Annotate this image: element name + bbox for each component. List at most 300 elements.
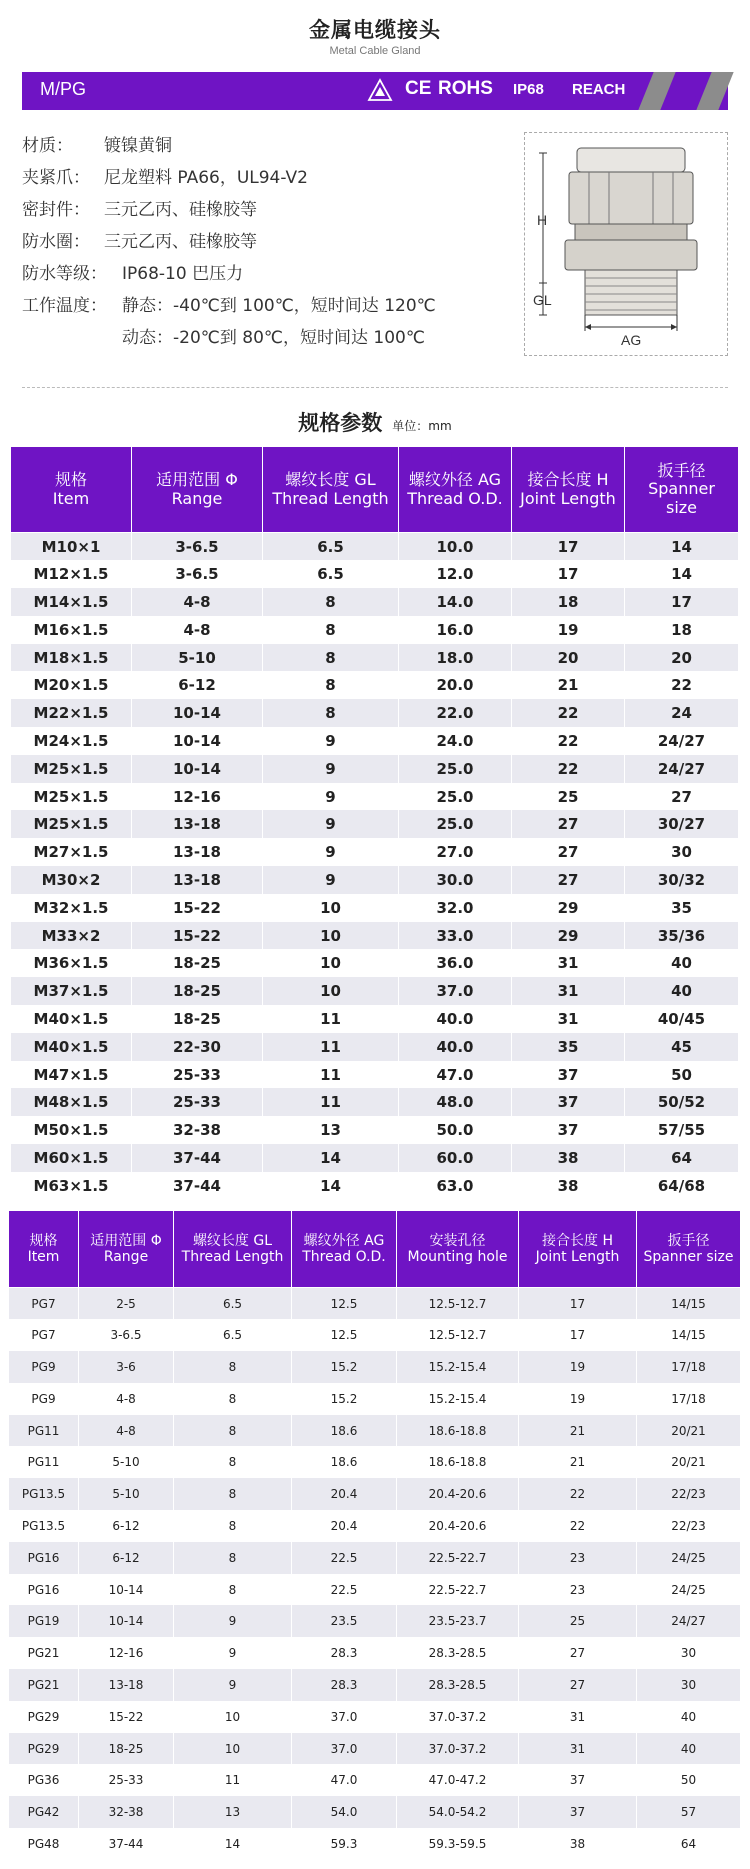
table-cell: 30/32 [625,866,739,894]
table-cell: 10-14 [132,755,263,783]
table-row [11,699,739,727]
table-cell: 37 [519,1764,637,1796]
column-header-line: Joint Length [535,1249,620,1265]
section-divider [22,387,728,388]
table-cell: M27×1.5 [11,838,132,866]
table-cell: 18-25 [132,977,263,1005]
table-cell: M40×1.5 [11,1005,132,1033]
table-cell: 4-8 [132,588,263,616]
material-key: 防水等级： [22,264,107,284]
table-cell: 20.4 [292,1510,397,1542]
table-cell: 27 [512,810,625,838]
table-cell: 6.5 [174,1319,292,1351]
material-key: 密封件： [22,200,90,220]
table-cell: PG21 [9,1669,79,1701]
column-header [263,447,399,533]
table-cell: 57 [637,1796,741,1828]
column-header-line: Mounting hole [407,1249,508,1265]
column-header-line: 适用范围 Φ [90,1232,162,1249]
table-cell: 22 [519,1478,637,1510]
table-cell: 11 [263,1005,399,1033]
table-cell: 22 [512,699,625,727]
table-cell: 10-14 [79,1605,174,1637]
dimension-ag-label: AG [621,332,642,348]
table-cell: 13-18 [79,1669,174,1701]
table-cell: 31 [512,949,625,977]
table-row [9,1478,741,1510]
table-cell: 10-14 [79,1574,174,1606]
table-cell: 27.0 [399,838,512,866]
table-cell: 22/23 [637,1510,741,1542]
product-banner [22,72,728,110]
table-row [11,810,739,838]
table-cell: 22 [512,755,625,783]
table-cell: 37.0-37.2 [397,1733,519,1765]
spec-title-text: 规格参数 [298,411,383,435]
material-value: 动态：-20℃到 80℃，短时间达 100℃ [122,328,425,348]
column-header-line: 适用范围 Φ [156,470,238,490]
table-cell: 18-25 [132,949,263,977]
table-cell: 25-33 [132,1088,263,1116]
table-cell: 28.3 [292,1669,397,1701]
table-cell: 50 [637,1764,741,1796]
table-cell: M37×1.5 [11,977,132,1005]
table-cell: 37.0 [292,1701,397,1733]
material-row [22,322,436,354]
table-cell: 15.2-15.4 [397,1383,519,1415]
table-cell: 15.2-15.4 [397,1351,519,1383]
table-cell: 20.0 [399,671,512,699]
table-cell: 22 [519,1510,637,1542]
table-row [9,1637,741,1669]
table-cell: M25×1.5 [11,810,132,838]
table-cell: 15.2 [292,1383,397,1415]
metric-spec-table [10,446,739,1200]
table-cell: 10-14 [132,699,263,727]
table-cell: PG11 [9,1415,79,1447]
table-cell: 15-22 [132,894,263,922]
table-cell: 22-30 [132,1033,263,1061]
table-cell: 20.4-20.6 [397,1478,519,1510]
column-header [399,447,512,533]
page-subtitle: Metal Cable Gland [329,45,421,57]
column-header-line: 接合长度 H [527,470,609,490]
table-cell: 8 [263,644,399,672]
column-header-line: Item [27,1249,60,1265]
table-cell: 30 [637,1669,741,1701]
material-row [22,130,436,162]
table-cell: 8 [174,1542,292,1574]
table-cell: 64 [637,1828,741,1860]
table-cell: 36.0 [399,949,512,977]
table-cell: 54.0 [292,1796,397,1828]
table-cell: 32.0 [399,894,512,922]
table-row [9,1574,741,1606]
table-cell: 59.3 [292,1828,397,1860]
table-row [11,1116,739,1144]
table-cell: 30.0 [399,866,512,894]
column-header [519,1211,637,1288]
table-cell: 13 [174,1796,292,1828]
table-row [11,727,739,755]
table-cell: 18.6 [292,1446,397,1478]
table-row [11,1172,739,1200]
column-header-line: 螺纹外径 AG [408,470,502,490]
table_pg-header-row [9,1211,741,1288]
tuv-certification-icon [367,78,393,104]
table-cell: 28.3-28.5 [397,1669,519,1701]
table-cell: M24×1.5 [11,727,132,755]
table-row [11,922,739,950]
rohs-mark: ROHS [438,78,493,99]
table-row [9,1383,741,1415]
table-cell: 23 [519,1574,637,1606]
table-row [11,1144,739,1172]
table-cell: M30×2 [11,866,132,894]
table-cell: PG7 [9,1319,79,1351]
material-row [22,290,436,322]
table-cell: 23 [519,1542,637,1574]
table-cell: 10-14 [132,727,263,755]
table-cell: 28.3-28.5 [397,1637,519,1669]
table-cell: 37-44 [132,1172,263,1200]
column-header-line: 螺纹长度 GL [285,470,376,490]
table-cell: 20.4-20.6 [397,1510,519,1542]
column-header-line: 扳手径 [657,460,706,480]
spec-section-title [0,407,750,437]
table-cell: 27 [625,783,739,811]
table-cell: 25 [519,1605,637,1637]
table-cell: 38 [512,1144,625,1172]
table-cell: 18-25 [132,1005,263,1033]
table-cell: 3-6.5 [132,560,263,588]
table-cell: 14 [625,560,739,588]
table-cell: 9 [174,1605,292,1637]
table-cell: 8 [174,1383,292,1415]
table-row [11,671,739,699]
table-row [11,616,739,644]
table-cell: 14 [625,533,739,561]
table-cell: 8 [174,1574,292,1606]
table-cell: 28.3 [292,1637,397,1669]
table-cell: PG42 [9,1796,79,1828]
table-row [11,977,739,1005]
table-cell: 38 [519,1828,637,1860]
table-cell: 10 [174,1701,292,1733]
table-cell: 8 [174,1510,292,1542]
table-cell: 23.5-23.7 [397,1605,519,1637]
material-value: 镀镍黄铜 [104,136,172,156]
table-cell: 31 [519,1701,637,1733]
table-cell: 32-38 [79,1796,174,1828]
column-header-line: 规格 [29,1232,58,1249]
table-cell: 57/55 [625,1116,739,1144]
table-cell: 25-33 [79,1764,174,1796]
column-header [637,1211,741,1288]
column-header [79,1211,174,1288]
table-cell: 37.0 [399,977,512,1005]
table-row [11,588,739,616]
material-key: 防水圈： [22,232,90,252]
table-cell: 24 [625,699,739,727]
table-cell: M33×2 [11,922,132,950]
table-cell: 10 [263,949,399,977]
table-cell: 30/27 [625,810,739,838]
product-code: M/PG [40,79,87,99]
table-cell: 35 [512,1033,625,1061]
table-cell: M16×1.5 [11,616,132,644]
table-cell: M25×1.5 [11,755,132,783]
table-cell: 20/21 [637,1446,741,1478]
table-cell: 25.0 [399,810,512,838]
table-row [11,894,739,922]
table-cell: 4-8 [79,1383,174,1415]
table-cell: 14 [174,1828,292,1860]
material-row [22,226,436,258]
table-cell: 10 [263,977,399,1005]
table-cell: 3-6 [79,1351,174,1383]
table-cell: 12-16 [79,1637,174,1669]
table-cell: 22 [625,671,739,699]
table-cell: 8 [263,671,399,699]
table-cell: 4-8 [132,616,263,644]
table-cell: 18.6-18.8 [397,1446,519,1478]
column-header-line: 螺纹外径 AG [303,1232,385,1249]
material-value: 尼龙塑料 PA66，UL94-V2 [104,168,308,188]
table-row [9,1796,741,1828]
table-cell: 24/25 [637,1542,741,1574]
table-cell: M14×1.5 [11,588,132,616]
table-cell: 32-38 [132,1116,263,1144]
page-title: 金属电缆接头 [309,18,441,42]
table-cell: 14/15 [637,1319,741,1351]
table-cell: PG13.5 [9,1510,79,1542]
table-cell: PG29 [9,1733,79,1765]
table-cell: 31 [512,1005,625,1033]
table-row [11,533,739,561]
table-row [9,1701,741,1733]
table-cell: 8 [263,699,399,727]
table-row [11,1033,739,1061]
table-cell: M36×1.5 [11,949,132,977]
column-header [292,1211,397,1288]
table-cell: 24.0 [399,727,512,755]
table-cell: 64 [625,1144,739,1172]
material-value: 三元乙丙、硅橡胶等 [104,200,257,220]
table-cell: 64/68 [625,1172,739,1200]
table-row [11,1005,739,1033]
table-cell: 22.5 [292,1574,397,1606]
table-cell: 40 [637,1733,741,1765]
table-cell: 6.5 [174,1288,292,1320]
table-cell: M10×1 [11,533,132,561]
table-cell: 10 [263,922,399,950]
table-cell: 5-10 [79,1446,174,1478]
table-cell: 27 [512,838,625,866]
table_m-header-row [11,447,739,533]
table-cell: 37 [519,1796,637,1828]
table-cell: 29 [512,922,625,950]
table-cell: M22×1.5 [11,699,132,727]
column-header-line: size [665,497,698,517]
table-cell: M18×1.5 [11,644,132,672]
column-header-line: Thread Length [181,1249,284,1265]
table-cell: PG48 [9,1828,79,1860]
column-header-line: 规格 [54,470,87,490]
table-cell: 37.0 [292,1733,397,1765]
table-cell: 40/45 [625,1005,739,1033]
table-cell: 30 [625,838,739,866]
table-cell: 50/52 [625,1088,739,1116]
table-row [9,1319,741,1351]
table-cell: 12.5 [292,1319,397,1351]
table-cell: 15-22 [132,922,263,950]
table-cell: 18-25 [79,1733,174,1765]
table-cell: 20.4 [292,1478,397,1510]
table-cell: PG7 [9,1288,79,1320]
unit-label: 单位：mm [392,419,452,433]
gland-diagram [524,132,728,356]
table-cell: 25-33 [132,1061,263,1089]
material-row [22,194,436,226]
table-cell: 63.0 [399,1172,512,1200]
table-row [11,644,739,672]
table-cell: 18.6-18.8 [397,1415,519,1447]
column-header-line: Range [103,1249,149,1265]
table-cell: 12.0 [399,560,512,588]
table-cell: 13 [263,1116,399,1144]
table-cell: 18.6 [292,1415,397,1447]
table-cell: PG11 [9,1446,79,1478]
table-row [9,1828,741,1860]
table-row [9,1669,741,1701]
table-cell: 60.0 [399,1144,512,1172]
table-row [9,1415,741,1447]
table-cell: PG9 [9,1351,79,1383]
ip68-mark: IP68 [513,81,544,98]
table-cell: M25×1.5 [11,783,132,811]
table-cell: 8 [263,616,399,644]
table-row [11,1061,739,1089]
table-cell: 17/18 [637,1351,741,1383]
table-cell: M50×1.5 [11,1116,132,1144]
table-cell: 25.0 [399,755,512,783]
table-cell: 24/25 [637,1574,741,1606]
table-cell: PG16 [9,1542,79,1574]
table-cell: 17 [512,533,625,561]
table-cell: 9 [263,783,399,811]
table-cell: M63×1.5 [11,1172,132,1200]
table-cell: 11 [263,1033,399,1061]
table-cell: 29 [512,894,625,922]
table-cell: 48.0 [399,1088,512,1116]
table-cell: 21 [519,1446,637,1478]
table-cell: 37.0-37.2 [397,1701,519,1733]
table-cell: 17 [625,588,739,616]
table-cell: 6-12 [132,671,263,699]
table-cell: 54.0-54.2 [397,1796,519,1828]
table-cell: 8 [174,1351,292,1383]
table-cell: 22.0 [399,699,512,727]
table-cell: 13-18 [132,838,263,866]
table-cell: 24/27 [625,755,739,783]
table-cell: PG36 [9,1764,79,1796]
table-cell: 22/23 [637,1478,741,1510]
column-header-line: Range [171,488,223,508]
table-cell: 27 [519,1669,637,1701]
table-cell: 18 [512,588,625,616]
table-cell: 14/15 [637,1288,741,1320]
table-cell: 40 [625,949,739,977]
table-row [9,1288,741,1320]
table-cell: 40.0 [399,1033,512,1061]
material-row [22,162,436,194]
table-cell: 19 [519,1351,637,1383]
column-header [11,447,132,533]
table-cell: 50 [625,1061,739,1089]
table-cell: 11 [263,1088,399,1116]
column-header-line: Joint Length [520,488,616,508]
table-cell: M47×1.5 [11,1061,132,1089]
material-row [22,258,436,290]
table-cell: 38 [512,1172,625,1200]
table-cell: 16.0 [399,616,512,644]
table-cell: 17 [512,560,625,588]
table-cell: PG19 [9,1605,79,1637]
table-row [11,560,739,588]
table-cell: M20×1.5 [11,671,132,699]
table-cell: 14 [263,1144,399,1172]
material-value: 静态：-40℃到 100℃，短时间达 120℃ [122,296,436,316]
table-cell: 27 [519,1637,637,1669]
table-cell: 12.5 [292,1288,397,1320]
material-value: IP68-10 巴压力 [122,264,244,284]
table-cell: 10.0 [399,533,512,561]
table-cell: 22 [512,727,625,755]
table-cell: 17 [519,1319,637,1351]
table-cell: 35 [625,894,739,922]
table-cell: 15-22 [79,1701,174,1733]
table-cell: 18.0 [399,644,512,672]
pg-spec-table [8,1210,741,1860]
table-cell: 8 [174,1415,292,1447]
table-cell: 24/27 [637,1605,741,1637]
column-header-line: Spanner [648,479,715,499]
table-cell: 6-12 [79,1510,174,1542]
table-cell: 21 [519,1415,637,1447]
table-cell: 47.0 [292,1764,397,1796]
table-cell: 20/21 [637,1415,741,1447]
dimension-h-label: H [537,212,548,228]
table-cell: 3-6.5 [79,1319,174,1351]
table-cell: 13-18 [132,810,263,838]
table-cell: 14.0 [399,588,512,616]
table-cell: 40 [637,1701,741,1733]
column-header [512,447,625,533]
table-cell: 5-10 [79,1478,174,1510]
table-cell: 11 [263,1061,399,1089]
table-row [9,1733,741,1765]
table-cell: 6.5 [263,533,399,561]
table-cell: 22.5-22.7 [397,1574,519,1606]
material-key: 材质： [22,136,73,156]
table-cell: 10 [174,1733,292,1765]
table-cell: 22.5 [292,1542,397,1574]
table-cell: 37 [512,1088,625,1116]
table-cell: 9 [263,755,399,783]
table-cell: PG13.5 [9,1478,79,1510]
table-cell: 6-12 [79,1542,174,1574]
